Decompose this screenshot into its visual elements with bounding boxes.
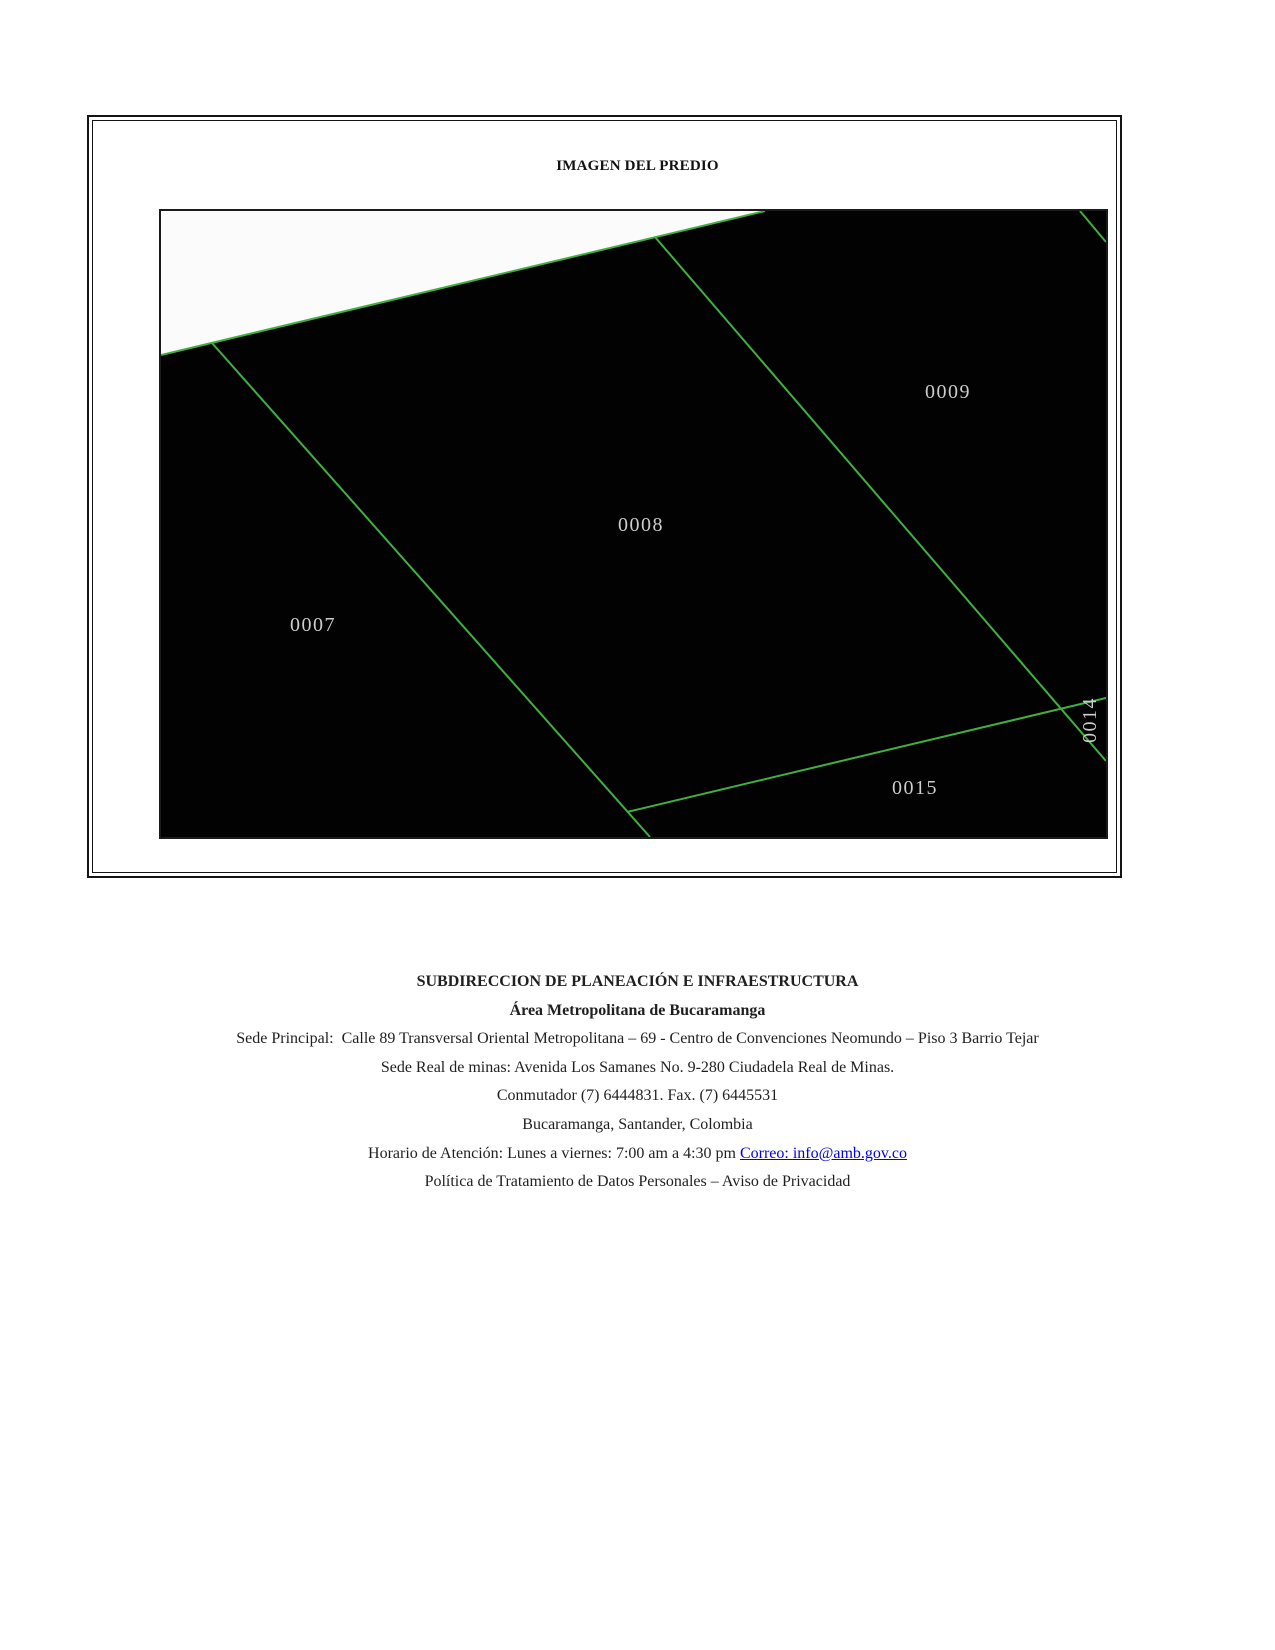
privacy-line: Política de Tratamiento de Datos Personales – Aviso de Privacidad [424,1173,851,1191]
parcel-label-0014: 0014 [1079,697,1101,743]
image-title: IMAGEN DEL PREDIO [556,158,719,174]
sede-principal-line: Sede Principal: Calle 89 Transversal Oriental Metropolitana – 69 - Centro de Convenciones Neomundo – Piso 3 Barrio Tejar [236,1030,1039,1048]
parcel-label-0008: 0008 [618,514,664,536]
email-link[interactable]: Correo: info@amb.gov.co [739,1144,907,1162]
parcel-label-0015: 0015 [892,777,938,799]
property-map [159,209,1108,839]
parcel-label-0007: 0007 [290,614,336,636]
department-heading: SUBDIRECCION DE PLANEACIÓN E INFRAESTRUCTURA [416,973,859,990]
phone-line: Conmutador (7) 6444831. Fax. (7) 6445531 [496,1087,779,1105]
organization-name: Área Metropolitana de Bucaramanga [509,1001,766,1019]
footer-block [0,968,1275,1197]
schedule-line [0,1140,1275,1169]
sede-real-de-minas-line: Sede Real de minas: Avenida Los Samanes No. 9-280 Ciudadela Real de Minas. [380,1058,895,1076]
location-line: Bucaramanga, Santander, Colombia [522,1115,753,1133]
parcel-label-0009: 0009 [925,381,971,403]
schedule-text: Horario de Atención: Lunes a viernes: 7:00 am a 4:30 pm [368,1144,740,1162]
map-image [161,211,1106,837]
